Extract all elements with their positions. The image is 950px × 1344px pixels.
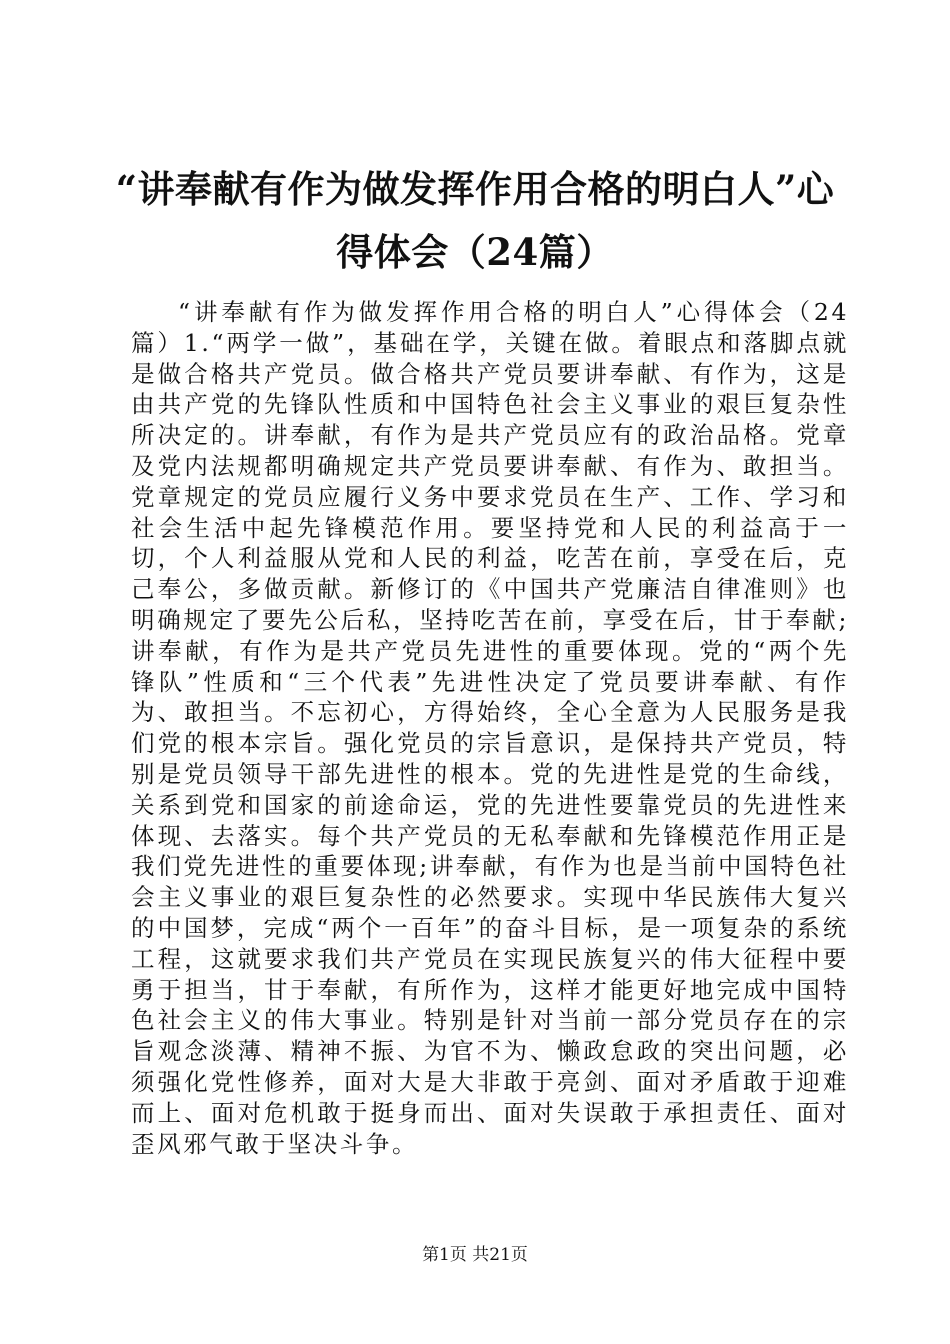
body-paragraph: “讲奉献有作为做发挥作用合格的明白人”心得体会（24篇）1.“两学一做”，基础在学，关键在做。着眼点和落脚点就是做合格共产党员。做合格共产党员要讲奉献、有作为，这是由共产党的先锋队性质和中国特色社会主义事业的艰巨复杂性所决定的。讲奉献，有作为是共产党员应有的政治品格。党章及党内法规都明确规定共产党员要讲奉献、有作为、敢担当。党章规定的党员应履行义务中要求党员在生产、工作、学习和社会生活中起先锋模范作用。要坚持党和人民的利益高于一切，个人利益服从党和人民的利益，吃苦在前，享受在后，克己奉公，多做贡献。新修订的《中国共产党廉洁自律准则》也明确规定了要先公后私，坚持吃苦在前，享受在后，甘于奉献;讲奉献，有作为是共产党员先进性的重要体现。党的“两个先锋队”性质和“三个代表”先进性决定了党员要讲奉献、有作为、敢担当。不忘初心，方得始终，全心全意为人民服务是我们党的根本宗旨。强化党员的宗旨意识，是保持共产党员，特别是党员领导干部先进性的根本。党的先进性是党的生命线，关系到党和国家的前途命运，党的先进性要靠党员的先进性来体现、去落实。每个共产党员的无私奉献和先锋模范作用正是我们党先进性的重要体现;讲奉献，有作为也是当前中国特色社会主义事业的艰巨复杂性的必然要求。实现中华民族伟大复兴的中国梦，完成“两个一百年”的奋斗目标，是一项复杂的系统工程，这就要求我们共产党员在实现民族复兴的伟大征程中要勇于担当，甘于奉献，有所作为，这样才能更好地完成中国特色社会主义的伟大事业。特别是针对当前一部分党员存在的宗旨观念淡薄、精神不振、为官不为、懒政怠政的突出问题，必须强化党性修养，面对大是大非敢于亮剑、面对矛盾敢于迎难而上、面对危机敢于挺身而出、面对失误敢于承担责任、面对歪风邪气敢于坚决斗争。	[131, 298, 849, 1158]
page-number: 第1页 共21页	[422, 1245, 528, 1265]
document-title: “讲奉献有作为做发挥作用合格的明白人”心得体会（24篇）	[115, 167, 835, 274]
